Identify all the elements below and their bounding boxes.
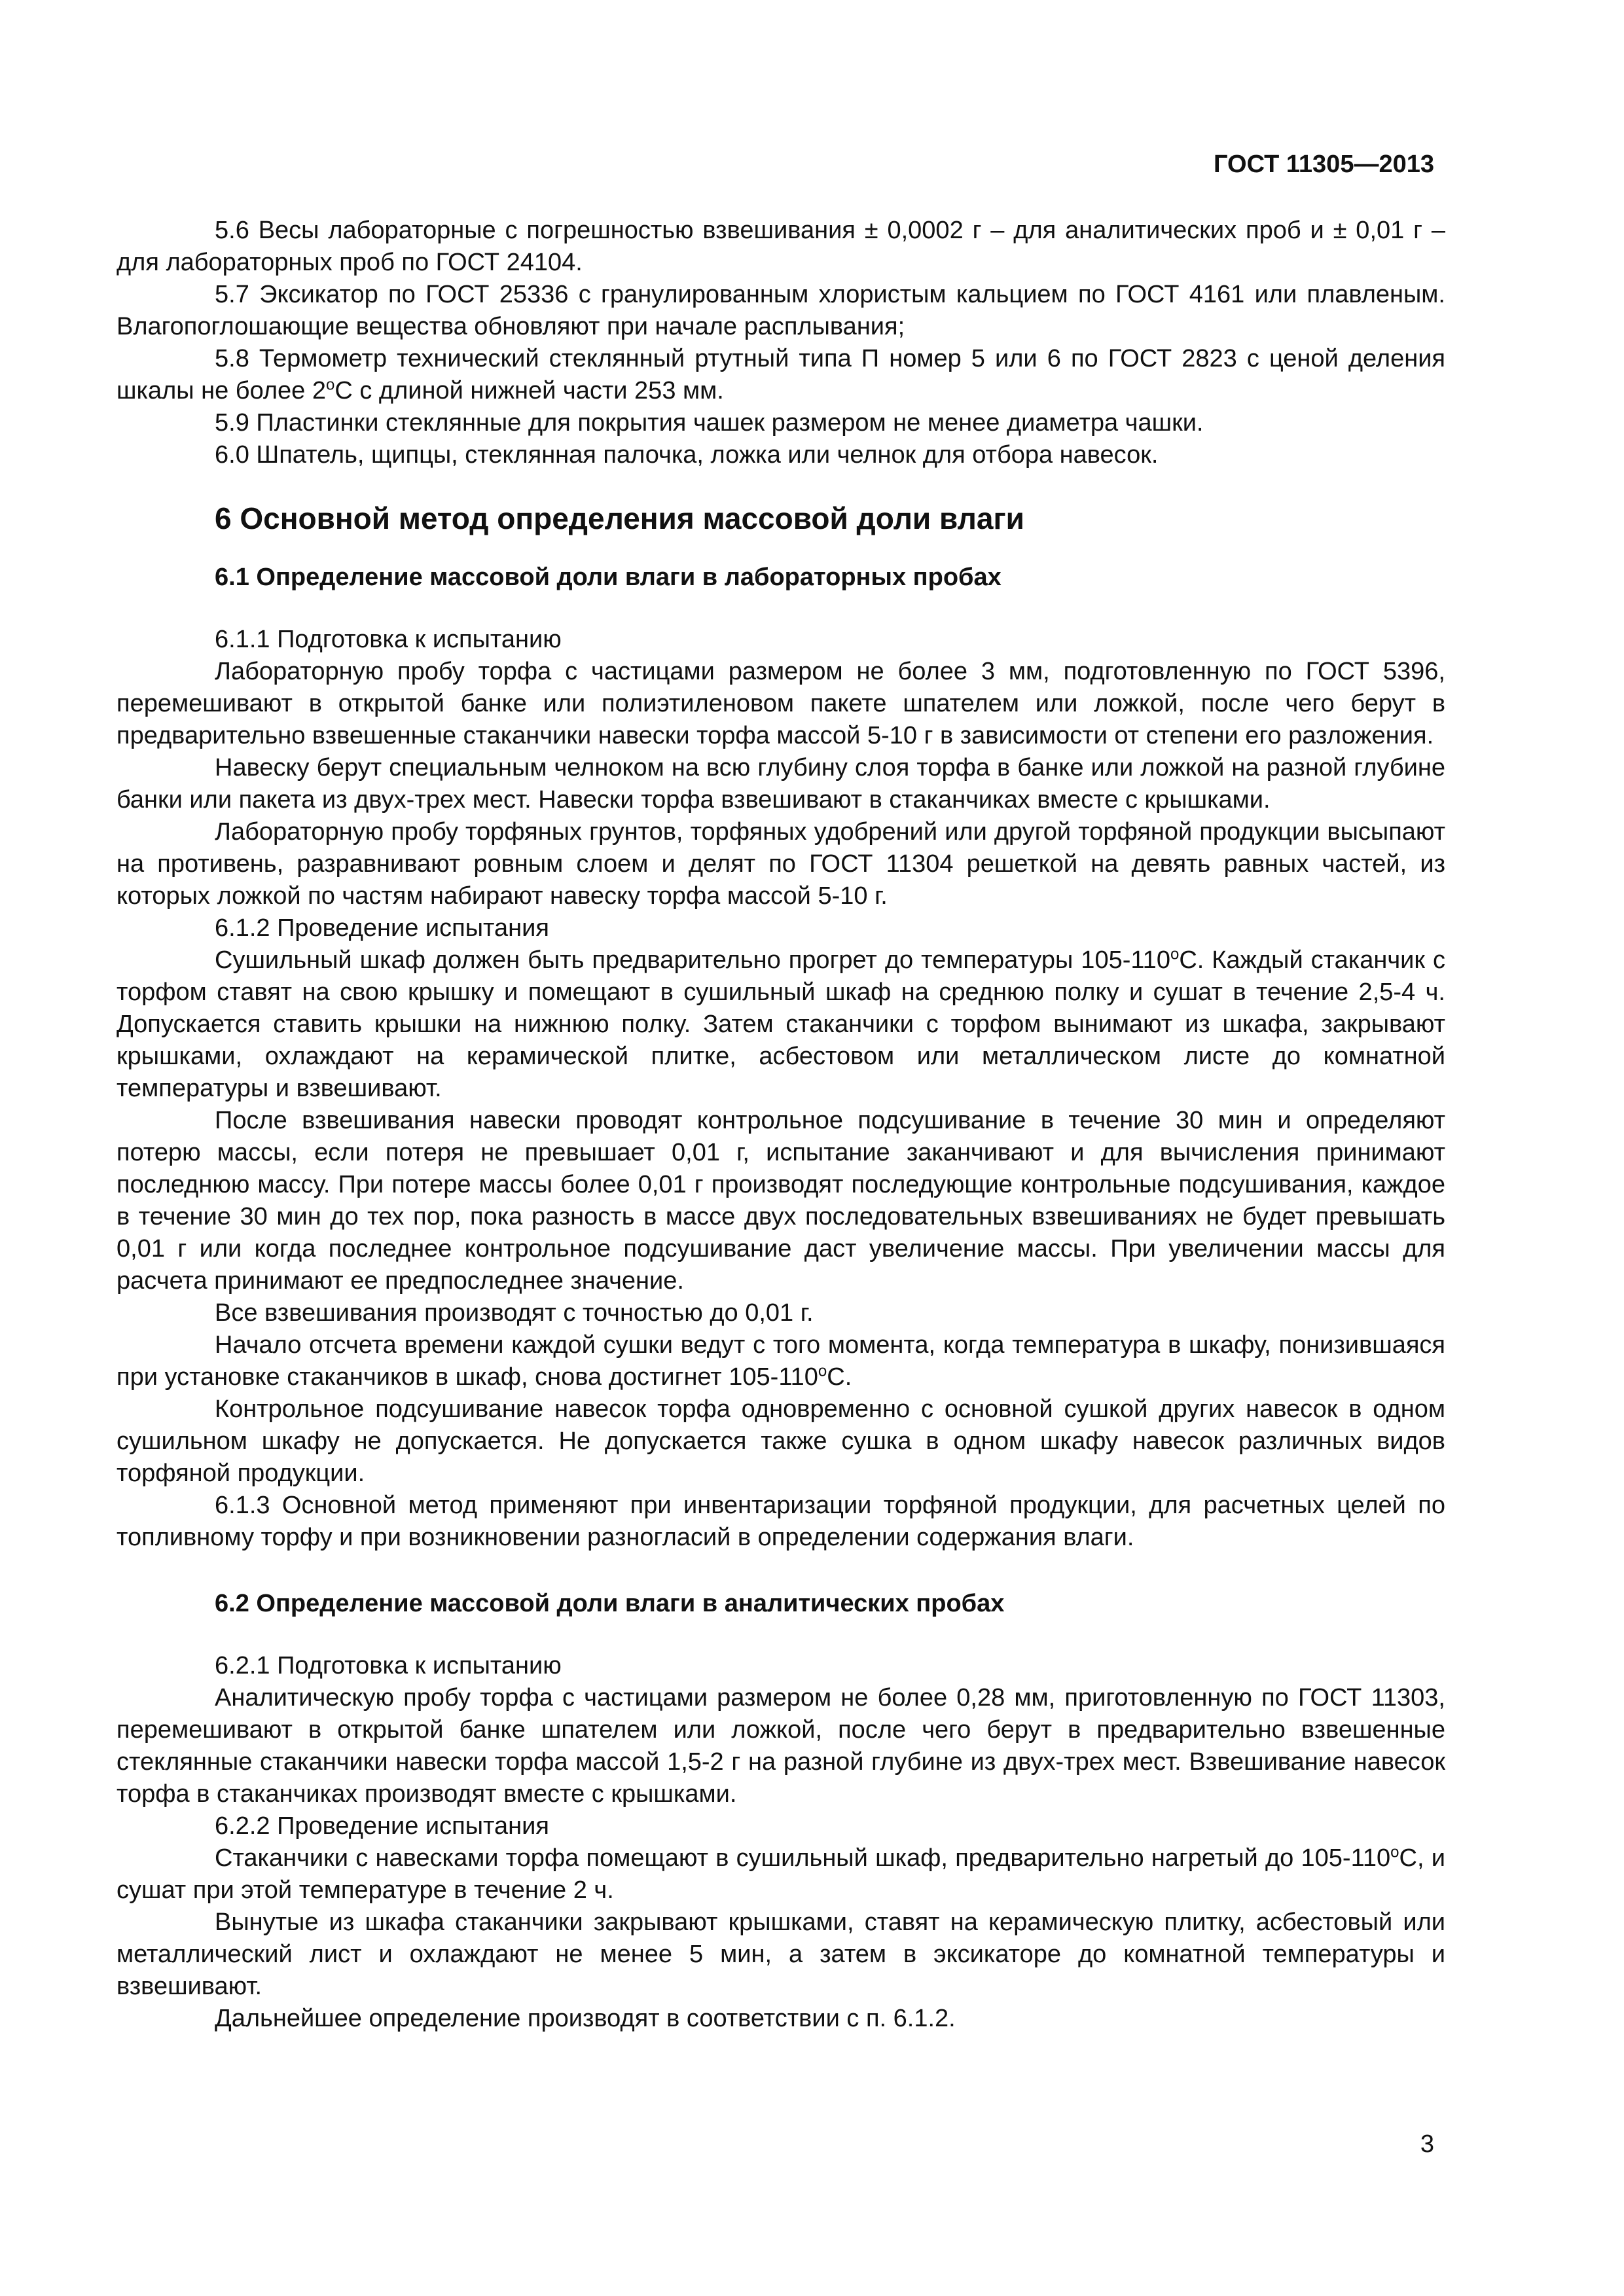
paragraph: Все взвешивания производят с точностью до 0,01 г. xyxy=(215,1299,814,1327)
section-6-2-heading: 6.2 Определение массовой доли влаги в аналитических пробах xyxy=(215,1590,1005,1617)
section-6-1-3: 6.1.3 Основной метод применяют при инвентаризации торфяной продукции, для расчетных целей по топливному торфу и при возникновении разногласий в определении содержания влаги. xyxy=(117,1492,1445,1551)
section-6-1-heading: 6.1 Определение массовой доли влаги в лабораторных пробах xyxy=(215,564,1001,591)
paragraph: Навеску берут специальным челноком на всю глубину слоя торфа в банке или ложкой на разной глубине банки или пакета из двух-трех мест. Навески торфа взвешивают в стаканчиках вместе с крышками. xyxy=(117,754,1445,814)
paragraph: Лабораторную пробу торфяных грунтов, торфяных удобрений или другой торфяной продукции высыпают на противень, разравнивают ровным слоем и делят по ГОСТ 11304 решеткой на девять равных частей, из которых ложкой по частям набирают навеску торфа массой 5-10 г. xyxy=(117,818,1445,910)
section-6-2-2-title: 6.2.2 Проведение испытания xyxy=(215,1812,549,1840)
document-body xyxy=(117,215,1445,2035)
paragraph: Аналитическую пробу торфа с частицами размером не более 0,28 мм, приготовленную по ГОСТ 11303, перемешивают в открытой банке шпателем или ложкой, после чего берут в предварительно взвешенные стеклянные стаканчики навески торфа массой 1,5-2 г на разной глубине из двух-трех мест. Взвешивание навесок торфа в стаканчиках производят вместе с крышками. xyxy=(117,1684,1445,1808)
item-6-0: 6.0 Шпатель, щипцы, стеклянная палочка, ложка или челнок для отбора навесок. xyxy=(215,441,1159,469)
item-5-9: 5.9 Пластинки стеклянные для покрытия чашек размером не менее диаметра чашки. xyxy=(215,409,1204,437)
paragraph: Контрольное подсушивание навесок торфа одновременно с основной сушкой других навесок в одном сушильном шкафу не допускается. Не допускается также сушка в одном шкафу навесок различных видов торфяной продукции. xyxy=(117,1395,1445,1487)
item-5-8: 5.8 Термометр технический стеклянный ртутный типа П номер 5 или 6 по ГОСТ 2823 с ценой деления шкалы не более $2^оС$ с длиной нижней части 253 мм. xyxy=(117,345,1445,404)
page-number: 3 xyxy=(1420,2130,1434,2158)
paragraph: Начало отсчета времени каждой сушки ведут с того момента, когда температура в шкафу, понизившаяся при установке стаканчиков в шкаф, снова достигнет $105-110^оС$. xyxy=(117,1331,1445,1391)
paragraph: Дальнейшее определение производят в соответствии с п. 6.1.2. xyxy=(215,2005,956,2032)
section-6-1-2-title: 6.1.2 Проведение испытания xyxy=(215,914,549,942)
document-code: ГОСТ 11305—2013 xyxy=(1214,151,1434,178)
paragraph: Стаканчики с навесками торфа помещают в сушильный шкаф, предварительно нагретый до $105-110^оС$, и сушат при этой температуре в течение 2 ч. xyxy=(117,1843,1445,1904)
section-6-1-1-title: 6.1.1 Подготовка к испытанию xyxy=(215,626,562,653)
paragraph: Вынутые из шкафа стаканчики закрывают крышками, ставят на керамическую плитку, асбестовый или металлический лист и охлаждают не менее 5 мин, а затем в эксикаторе до комнатной температуры и взвешивают. xyxy=(117,1909,1445,2000)
paragraph: Сушильный шкаф должен быть предварительно прогрет до температуры $105-110^оС$. Каждый стаканчик с торфом ставят на свою крышку и помещают в сушильный шкаф на среднюю полку и сушат в течение 2,5-4 ч. Допускается ставить крышки на нижнюю полку. Затем стаканчики с торфом вынимают из шкафа, закрывают крышками, охлаждают на керамической плитке, асбестовом или металлическом листе до комнатной температуры и взвешивают. xyxy=(117,945,1445,1102)
item-5-7: 5.7 Эксикатор по ГОСТ 25336 с гранулированным хлористым кальцием по ГОСТ 4161 или плавленым. Влагопоглошающие вещества обновляют при начале расплывания; xyxy=(117,281,1445,340)
paragraph: Лабораторную пробу торфа с частицами размером не более 3 мм, подготовленную по ГОСТ 5396, перемешивают в открытой банке или полиэтиленовом пакете шпателем или ложкой, после чего берут в предварительно взвешенные стаканчики навески торфа массой 5-10 г в зависимости от степени его разложения. xyxy=(117,658,1445,749)
section-6-heading: 6 Основной метод определения массовой доли влаги xyxy=(215,501,1024,535)
item-5-6: 5.6 Весы лабораторные с погрешностью взвешивания ± 0,0002 г – для аналитических проб и ± 0,01 г – для лабораторных проб по ГОСТ 24104. xyxy=(117,217,1445,276)
paragraph: После взвешивания навески проводят контрольное подсушивание в течение 30 мин и определяют потерю массы, если потеря не превышает 0,01 г, испытание заканчивают и для вычисления принимают последнюю массу. При потере массы более 0,01 г производят последующие контрольные подсушивания, каждое в течение 30 мин до тех пор, пока разность в массе двух последовательных взвешиваниях не будет превышать 0,01 г или когда последнее контрольное подсушивание даст увеличение массы. При увеличении массы для расчета принимают ее предпоследнее значение. xyxy=(117,1107,1445,1295)
section-6-2-1-title: 6.2.1 Подготовка к испытанию xyxy=(215,1652,562,1679)
